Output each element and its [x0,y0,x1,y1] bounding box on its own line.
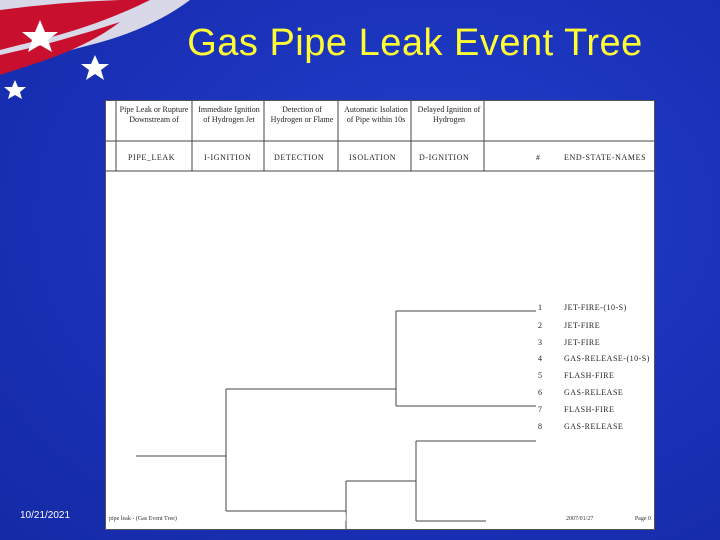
end-state-name: GAS-RELEASE-(10-S) [564,354,650,363]
event-tree-sheet [105,100,655,530]
code-d-ignition: D-IGNITION [419,153,470,162]
code-isolation: ISOLATION [349,153,397,162]
event-tree-lines [106,101,654,529]
code-detection: DETECTION [274,153,325,162]
header-isolation: Automatic Isolation of Pipe within 10s [344,105,408,124]
sheet-footer-date: 2007/01/27 [566,516,594,522]
header-i-ignition: Immediate Ignition of Hydrogen Jet [198,105,260,124]
sequence-number: 7 [538,405,542,414]
end-state-name: GAS-RELEASE [564,422,624,431]
end-state-header: END-STATE-NAMES [564,153,647,162]
end-state-name: JET-FIRE [564,321,601,330]
code-pipe-leak: PIPE_LEAK [128,153,176,162]
sheet-footer-right [566,516,651,522]
preliminary-data-label: Preliminary Data [310,510,399,524]
end-state-name: FLASH-FIRE [564,371,615,380]
end-state-name: JET-FIRE [564,338,601,347]
sequence-number: 4 [538,354,542,363]
header-detection: Detection of Hydrogen or Flame [270,105,334,124]
code-i-ignition: I-IGNITION [204,153,252,162]
sequence-number: 5 [538,371,542,380]
sequence-number: 3 [538,338,542,347]
sheet-footer-page: Page 0 [634,516,651,522]
sequence-number: 6 [538,388,542,397]
slide-date: 10/21/2021 [20,510,71,521]
header-d-ignition: Delayed Ignition of Hydrogen [417,105,481,124]
sequence-number: 2 [538,321,542,330]
sequence-number: 1 [538,303,542,312]
header-pipe-leak: Pipe Leak or Rupture Downstream of [119,105,189,124]
end-state-name: FLASH-FIRE [564,405,615,414]
end-state-name: GAS-RELEASE [564,388,624,397]
sequence-number: 8 [538,422,542,431]
sheet-footer-left: pipe leak - (Gas Event Tree) [109,516,177,522]
slide-title: Gas Pipe Leak Event Tree [187,22,643,64]
end-state-name: JET-FIRE-(10-S) [564,303,627,312]
number-header: # [536,153,541,162]
